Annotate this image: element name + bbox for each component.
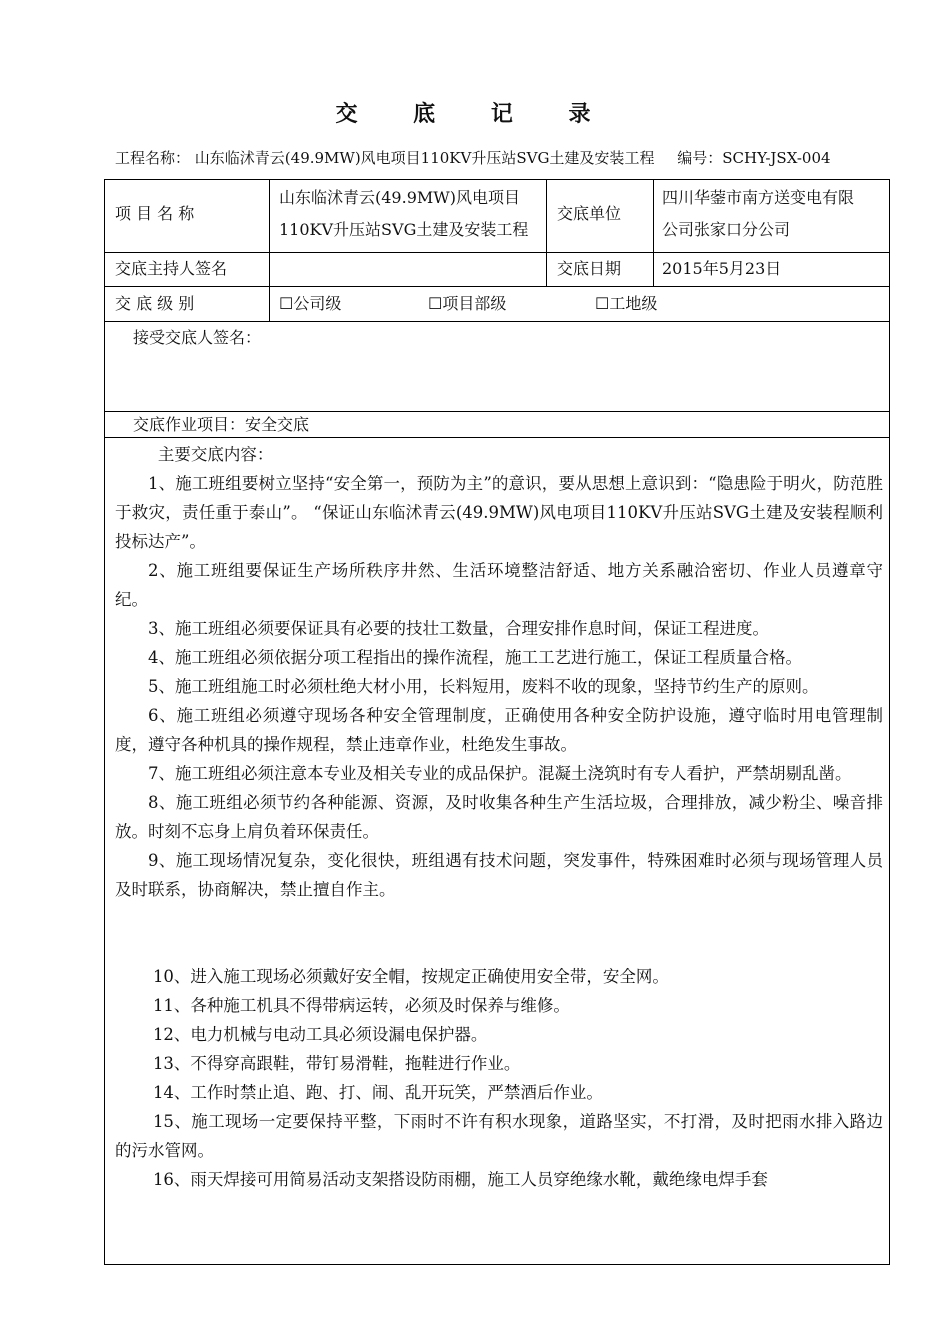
level-option-company[interactable]: ☐公司级: [279, 294, 342, 313]
host-signature-label: 交底主持人签名: [115, 259, 228, 278]
content-heading: 主要交底内容：: [157, 445, 274, 464]
project-value-line2: 110KV升压站SVG土建及安装工程: [279, 220, 529, 239]
date-label: 交底日期: [557, 259, 622, 278]
content-item: 16、雨天焊接可用简易活动支架搭设防雨棚，施工人员穿绝缘水靴，戴绝缘电焊手套: [152, 1170, 768, 1189]
row-divider: [105, 411, 889, 412]
content-item: 13、不得穿高跟鞋，带钉易滑鞋，拖鞋进行作业。: [152, 1054, 521, 1073]
content-item: 9、施工现场情况复杂，变化很快，班组遇有技术问题，突发事件，特殊困难时必须与现场管理人员及时联系，协商解决，禁止擅自作主。: [115, 851, 883, 899]
project-name-label: 工程名称：: [115, 149, 191, 167]
content-item: 10、进入施工现场必须戴好安全帽，按规定正确使用安全带，安全网。: [152, 967, 669, 986]
project-value: [279, 182, 543, 246]
project-name: 山东临沭青云(49.9MW)风电项目110KV升压站SVG土建及安装工程: [194, 149, 655, 167]
content-item: 5、施工班组施工时必须杜绝大材小用，长料短用，废料不收的现象，坚持节约生产的原则。: [148, 677, 819, 696]
unit-value: [662, 182, 888, 246]
content-item: 1、施工班组要树立坚持“安全第一，预防为主”的意识，要从思想上意识到：“隐患险于明火，防范胜于救灾，责任重于泰山”。 “保证山东临沭青云(49.9MW)风电项目110KV升压站SVG土建及安装程顺利投标达产”。: [115, 474, 883, 551]
briefing-table: [104, 179, 890, 1265]
briefing-date: 2015年5月23日: [662, 259, 782, 278]
receiver-signature-label: 接受交底人签名：: [133, 328, 262, 347]
row-divider: [105, 286, 889, 287]
content-item: 7、施工班组必须注意本专业及相关专业的成品保护。混凝土浇筑时有专人看护，严禁胡剔乱凿。: [148, 764, 852, 783]
col-divider: [269, 180, 270, 321]
spacer: [115, 904, 883, 962]
content-item: 6、施工班组必须遵守现场各种安全管理制度，正确使用各种安全防护设施，遵守临时用电管理制度，遵守各种机具的操作规程，禁止违章作业，杜绝发生事故。: [115, 706, 883, 754]
row-divider: [105, 321, 889, 322]
col-divider: [546, 180, 547, 286]
content-item: 4、施工班组必须依据分项工程指出的操作流程，施工工艺进行施工，保证工程质量合格。: [148, 648, 802, 667]
briefing-content: [115, 440, 883, 1194]
content-item: 14、工作时禁止追、跑、打、闹、乱开玩笑，严禁酒后作业。: [152, 1083, 603, 1102]
content-item: 2、施工班组要保证生产场所秩序井然、生活环境整洁舒适、地方关系融洽密切、作业人员遵章守纪。: [115, 561, 883, 609]
content-item: 12、电力机械与电动工具必须设漏电保护器。: [152, 1025, 488, 1044]
unit-label: 交底单位: [557, 204, 622, 223]
content-item: 8、施工班组必须节约各种能源、资源，及时收集各种生产生活垃圾，合理排放，减少粉尘、噪音排放。时刻不忘身上肩负着环保责任。: [115, 793, 883, 841]
level-option-site[interactable]: ☐工地级: [595, 294, 658, 313]
code-label: 编号：: [677, 149, 723, 167]
content-item: 15、施工现场一定要保持平整，下雨时不许有积水现象，道路坚实，不打滑，及时把雨水排入路边的污水管网。: [115, 1112, 883, 1160]
content-item: 11、各种施工机具不得带病运转，必须及时保养与维修。: [152, 996, 570, 1015]
row-divider: [105, 252, 889, 253]
row-divider: [105, 437, 889, 438]
col-divider: [653, 180, 654, 286]
content-item: 3、施工班组必须要保证具有必要的技壮工数量，合理安排作息时间，保证工程进度。: [148, 619, 769, 638]
level-option-project-dept[interactable]: ☐项目部级: [428, 294, 507, 313]
project-value-line1: 山东临沭青云(49.9MW)风电项目: [279, 188, 520, 207]
document-title: 交 底 记 录: [335, 101, 615, 127]
unit-value-line2: 公司张家口分公司: [662, 220, 791, 239]
project-label: 项 目 名 称: [115, 204, 195, 223]
level-label: 交 底 级 别: [115, 294, 195, 313]
unit-value-line1: 四川华蓥市南方送变电有限: [662, 188, 855, 207]
briefing-item: 交底作业项目：安全交底: [133, 415, 310, 434]
project-header: [115, 147, 895, 168]
document-code: SCHY-JSX-004: [722, 149, 831, 167]
